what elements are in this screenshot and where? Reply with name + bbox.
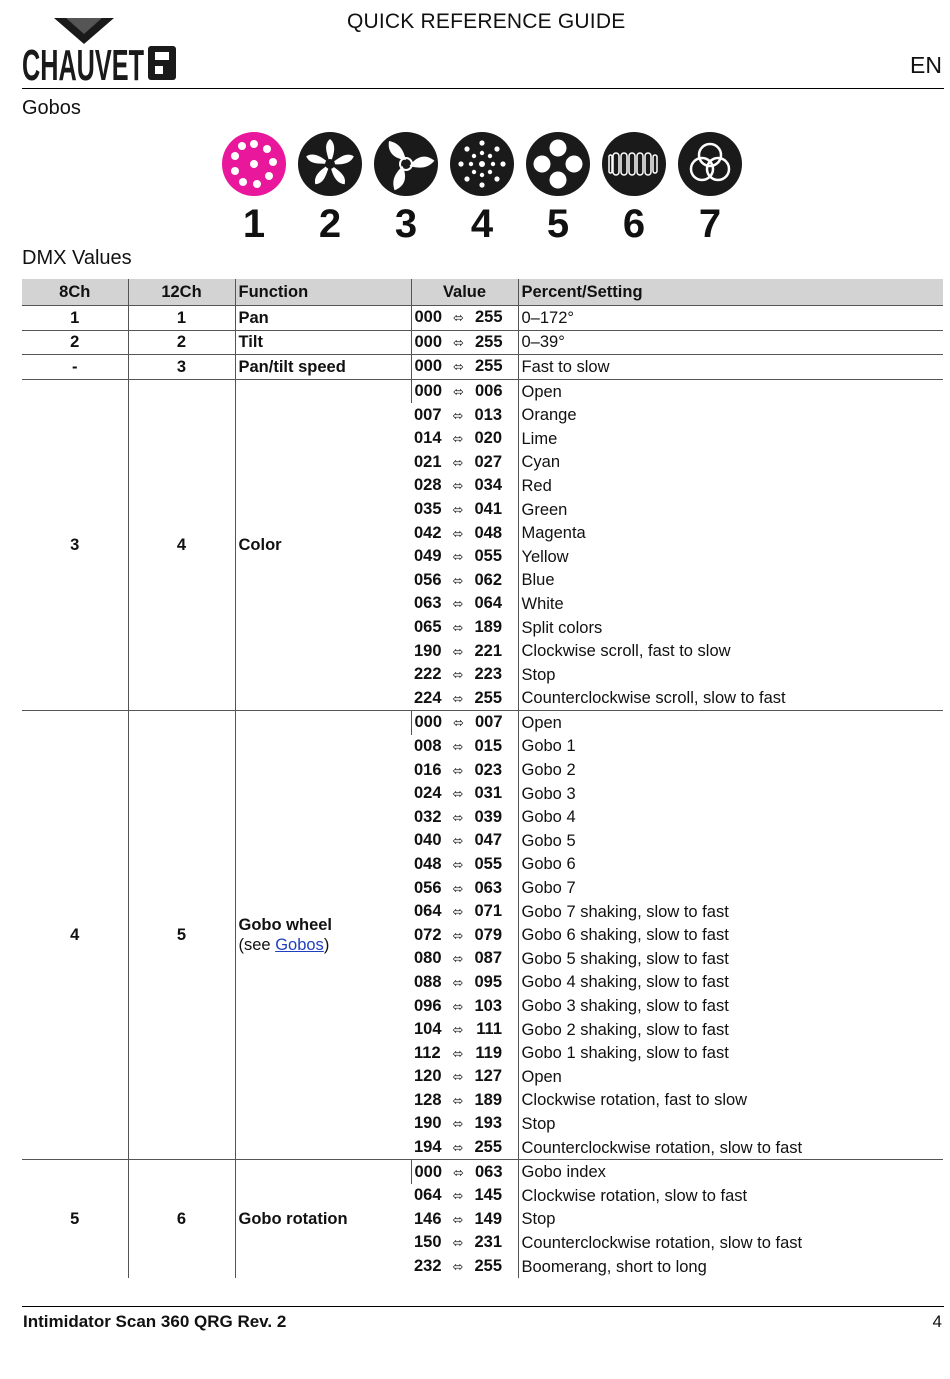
channel-12ch-cell: 4 [128, 379, 235, 710]
value-high: 027 [474, 452, 502, 471]
table-row [22, 306, 943, 331]
value-range-cell [411, 306, 518, 331]
setting-cell: Clockwise rotation, slow to fast [518, 1184, 943, 1208]
value-low: 000 [414, 713, 443, 732]
see-prefix: (see [238, 936, 276, 955]
function-cell [235, 355, 411, 380]
setting-cell: White [518, 592, 943, 616]
range-arrow-icon: ⬄ [453, 334, 464, 350]
range-arrow-icon: ⬄ [452, 596, 464, 612]
value-high: 255 [474, 1257, 502, 1276]
value-low: 000 [414, 308, 443, 327]
gobo-wave-icon [601, 131, 667, 197]
table-row [22, 711, 943, 735]
value-range-cell [411, 1160, 518, 1184]
setting-cell: Gobo 4 shaking, slow to fast [518, 971, 943, 995]
value-low: 042 [414, 523, 442, 542]
range-arrow-icon: ⬄ [452, 927, 464, 943]
range-arrow-icon: ⬄ [452, 786, 464, 802]
value-high: 062 [474, 570, 502, 589]
value-high: 079 [474, 925, 502, 944]
value-range-cell [411, 994, 518, 1018]
value-low: 063 [414, 594, 442, 613]
setting-cell: Lime [518, 427, 943, 451]
value-low: 028 [414, 476, 442, 495]
range-arrow-icon: ⬄ [452, 690, 464, 706]
range-arrow-icon: ⬄ [452, 856, 464, 872]
setting-cell: Gobo 6 shaking, slow to fast [518, 923, 943, 947]
gobo-number: 7 [698, 202, 722, 246]
value-low: 040 [414, 831, 442, 850]
range-arrow-icon: ⬄ [452, 974, 464, 990]
value-low: 024 [414, 784, 442, 803]
table-header-row [22, 279, 943, 306]
function-name: Gobo rotation [238, 1210, 348, 1229]
value-high: 149 [474, 1209, 502, 1228]
value-high: 031 [474, 784, 502, 803]
setting-cell: Gobo 3 shaking, slow to fast [518, 994, 943, 1018]
setting-cell: Gobo 5 shaking, slow to fast [518, 947, 943, 971]
gobo-swirl-icon [373, 131, 439, 197]
value-high: 020 [474, 429, 502, 448]
value-range-cell [411, 923, 518, 947]
gobo-6 [601, 131, 667, 245]
column-header-8ch: 8Ch [22, 279, 128, 306]
value-range-cell [411, 971, 518, 995]
value-range-cell [411, 711, 518, 735]
value-low: 222 [414, 665, 442, 684]
function-cell [235, 379, 411, 710]
value-high: 103 [474, 996, 502, 1015]
value-range-cell [411, 782, 518, 806]
gobo-1 [221, 131, 287, 245]
range-arrow-icon: ⬄ [452, 1069, 464, 1085]
value-high: 221 [474, 641, 502, 660]
channel-12ch-cell: 1 [128, 306, 235, 331]
setting-cell: Green [518, 498, 943, 522]
setting-cell: Fast to slow [518, 355, 943, 380]
value-low: 232 [414, 1257, 442, 1276]
value-high: 127 [474, 1067, 502, 1086]
setting-cell: Stop [518, 663, 943, 687]
range-arrow-icon: ⬄ [452, 454, 464, 470]
gobo-number: 2 [318, 202, 342, 246]
page-number: 4 [932, 1312, 942, 1331]
value-range-cell [411, 521, 518, 545]
value-low: 008 [414, 736, 442, 755]
document-title: QUICK REFERENCE GUIDE [347, 10, 626, 33]
range-arrow-icon: ⬄ [453, 359, 464, 375]
setting-cell: Yellow [518, 545, 943, 569]
gobo-number: 5 [546, 202, 570, 246]
setting-cell: Magenta [518, 521, 943, 545]
value-low: 016 [414, 760, 442, 779]
function-cell [235, 330, 411, 355]
range-arrow-icon: ⬄ [452, 667, 464, 683]
value-range-cell [411, 1041, 518, 1065]
value-high: 064 [474, 594, 502, 613]
range-arrow-icon: ⬄ [453, 715, 464, 731]
value-high: 023 [474, 760, 502, 779]
value-range-cell [411, 663, 518, 687]
range-arrow-icon: ⬄ [452, 502, 464, 518]
value-low: 056 [414, 570, 442, 589]
setting-cell: 0–39° [518, 330, 943, 355]
value-high: 071 [474, 902, 502, 921]
channel-8ch-cell: 5 [22, 1160, 128, 1278]
value-range-cell [411, 403, 518, 427]
value-high: 193 [474, 1114, 502, 1133]
setting-cell: Gobo 1 [518, 735, 943, 759]
value-high: 223 [474, 665, 502, 684]
range-arrow-icon: ⬄ [452, 1235, 464, 1251]
function-cell [235, 1160, 411, 1278]
value-high: 041 [474, 500, 502, 519]
value-range-cell [411, 853, 518, 877]
channel-8ch-cell: 2 [22, 330, 128, 355]
value-high: 034 [474, 476, 502, 495]
dmx-values-table [22, 279, 943, 1278]
value-low: 032 [414, 807, 442, 826]
value-range-cell [411, 616, 518, 640]
value-high: 189 [474, 618, 502, 637]
value-high: 013 [474, 405, 502, 424]
range-arrow-icon: ⬄ [452, 738, 464, 754]
value-range-cell [411, 1255, 518, 1279]
column-header-12ch: 12Ch [128, 279, 235, 306]
page-footer [22, 1306, 944, 1331]
range-arrow-icon: ⬄ [452, 904, 464, 920]
setting-cell: Orange [518, 403, 943, 427]
value-high: 255 [474, 308, 503, 327]
value-low: 000 [414, 382, 443, 401]
range-arrow-icon: ⬄ [453, 384, 464, 400]
value-range-cell [411, 900, 518, 924]
range-arrow-icon: ⬄ [452, 880, 464, 896]
range-arrow-icon: ⬄ [452, 809, 464, 825]
range-arrow-icon: ⬄ [452, 998, 464, 1014]
value-range-cell [411, 1208, 518, 1232]
setting-cell: Boomerang, short to long [518, 1255, 943, 1279]
range-arrow-icon: ⬄ [452, 762, 464, 778]
table-row [22, 355, 943, 380]
gobo-3 [373, 131, 439, 245]
value-range-cell [411, 1089, 518, 1113]
dmx-section-title: DMX Values [22, 247, 132, 269]
chauvet-dj-logo [22, 14, 182, 90]
value-low: 088 [414, 972, 442, 991]
range-arrow-icon: ⬄ [452, 1140, 464, 1156]
value-high: 015 [474, 736, 502, 755]
value-range-cell [411, 1018, 518, 1042]
value-range-cell [411, 639, 518, 663]
value-high: 063 [474, 1162, 503, 1181]
channel-12ch-cell: 3 [128, 355, 235, 380]
setting-cell: Gobo index [518, 1160, 943, 1184]
svg-text:CHAUVET: CHAUVET [22, 41, 145, 90]
setting-cell: Gobo 1 shaking, slow to fast [518, 1041, 943, 1065]
value-high: 255 [474, 332, 503, 351]
value-range-cell [411, 735, 518, 759]
gobo-7 [677, 131, 743, 245]
see-suffix: ) [323, 936, 330, 955]
value-range-cell [411, 451, 518, 475]
gobo-pinwheel-icon [297, 131, 363, 197]
value-range-cell [411, 427, 518, 451]
channel-8ch-cell: 1 [22, 306, 128, 331]
setting-cell: Gobo 3 [518, 782, 943, 806]
setting-cell: Counterclockwise rotation, slow to fast [518, 1231, 943, 1255]
setting-cell: Gobo 2 shaking, slow to fast [518, 1018, 943, 1042]
value-low: 080 [414, 949, 442, 968]
value-range-cell [411, 569, 518, 593]
value-high: 255 [474, 1138, 502, 1157]
function-cell [235, 306, 411, 331]
value-high: 039 [474, 807, 502, 826]
value-high: 063 [474, 878, 502, 897]
value-low: 194 [414, 1138, 442, 1157]
gobo-4 [449, 131, 515, 245]
value-low: 065 [414, 618, 442, 637]
value-low: 190 [414, 1114, 442, 1133]
gobo-5 [525, 131, 591, 245]
setting-cell: Counterclockwise scroll, slow to fast [518, 687, 943, 711]
value-low: 048 [414, 854, 442, 873]
setting-cell: Gobo 6 [518, 853, 943, 877]
value-low: 064 [414, 902, 442, 921]
value-low: 056 [414, 878, 442, 897]
range-arrow-icon: ⬄ [452, 643, 464, 659]
gobo-number: 6 [622, 202, 646, 246]
value-low: 072 [414, 925, 442, 944]
value-high: 048 [474, 523, 502, 542]
setting-cell: Counterclockwise rotation, slow to fast [518, 1136, 943, 1160]
channel-8ch-cell: 3 [22, 379, 128, 710]
value-high: 095 [474, 972, 502, 991]
column-header-function: Function [235, 279, 411, 306]
value-high: 189 [474, 1090, 502, 1109]
value-range-cell [411, 758, 518, 782]
value-low: 104 [414, 1020, 442, 1039]
value-range-cell [411, 498, 518, 522]
gobo-four-circles-icon [525, 131, 591, 197]
range-arrow-icon: ⬄ [452, 572, 464, 588]
value-range-cell [411, 592, 518, 616]
gobos-section-title: Gobos [22, 97, 81, 119]
value-low: 190 [414, 641, 442, 660]
value-low: 014 [414, 429, 442, 448]
function-name: Pan/tilt speed [238, 357, 346, 376]
range-arrow-icon: ⬄ [452, 1116, 464, 1132]
value-low: 000 [414, 1162, 443, 1181]
table-row [22, 379, 943, 403]
range-arrow-icon: ⬄ [453, 1164, 464, 1180]
setting-cell: Red [518, 474, 943, 498]
setting-cell: Stop [518, 1112, 943, 1136]
gobo-starburst-dots-icon [449, 131, 515, 197]
value-range-cell [411, 1112, 518, 1136]
function-name: Pan [238, 308, 269, 327]
value-range-cell [411, 330, 518, 355]
range-arrow-icon: ⬄ [452, 1045, 464, 1061]
value-high: 111 [476, 1020, 502, 1039]
value-low: 128 [414, 1090, 442, 1109]
value-range-cell [411, 1136, 518, 1160]
channel-12ch-cell: 5 [128, 711, 235, 1160]
value-range-cell [411, 1065, 518, 1089]
setting-cell: Gobo 7 [518, 876, 943, 900]
range-arrow-icon: ⬄ [452, 1092, 464, 1108]
setting-cell: Gobo 7 shaking, slow to fast [518, 900, 943, 924]
range-arrow-icon: ⬄ [452, 1259, 464, 1275]
setting-cell: Open [518, 379, 943, 403]
setting-cell: Cyan [518, 451, 943, 475]
function-name: Color [238, 535, 282, 554]
setting-cell: Clockwise scroll, fast to slow [518, 639, 943, 663]
range-arrow-icon: ⬄ [452, 1022, 464, 1038]
gobo-number: 3 [394, 202, 418, 246]
value-low: 035 [414, 500, 442, 519]
value-low: 224 [414, 688, 442, 707]
setting-cell: Gobo 5 [518, 829, 943, 853]
column-header-value: Value [411, 279, 518, 306]
value-range-cell [411, 1184, 518, 1208]
channel-12ch-cell: 6 [128, 1160, 235, 1278]
value-range-cell [411, 545, 518, 569]
gobos-link[interactable]: Gobos [275, 936, 324, 955]
gobo-triple-rings-icon [677, 131, 743, 197]
setting-cell: Split colors [518, 616, 943, 640]
setting-cell: Stop [518, 1208, 943, 1232]
range-arrow-icon: ⬄ [452, 620, 464, 636]
value-range-cell [411, 687, 518, 711]
setting-cell: Open [518, 711, 943, 735]
range-arrow-icon: ⬄ [452, 431, 464, 447]
value-high: 119 [475, 1043, 502, 1062]
value-high: 087 [474, 949, 502, 968]
value-high: 047 [474, 831, 502, 850]
channel-8ch-cell: 4 [22, 711, 128, 1160]
gobo-images-row [221, 131, 751, 249]
function-name: Gobo wheel [238, 916, 333, 935]
column-header-setting: Percent/Setting [518, 279, 943, 306]
value-high: 255 [474, 357, 503, 376]
see-reference [239, 936, 330, 954]
function-name: Tilt [238, 333, 263, 352]
setting-cell: Blue [518, 569, 943, 593]
range-arrow-icon: ⬄ [452, 407, 464, 423]
value-range-cell [411, 379, 518, 403]
value-low: 007 [414, 405, 442, 424]
table-row [22, 330, 943, 355]
function-cell [235, 711, 411, 1160]
page-header [22, 0, 944, 89]
value-high: 055 [474, 547, 502, 566]
value-low: 064 [414, 1186, 442, 1205]
value-high: 231 [474, 1233, 502, 1252]
value-high: 255 [474, 688, 502, 707]
range-arrow-icon: ⬄ [452, 1188, 464, 1204]
value-high: 007 [474, 713, 503, 732]
value-low: 112 [414, 1043, 441, 1062]
value-low: 150 [414, 1233, 442, 1252]
value-low: 096 [414, 996, 442, 1015]
value-range-cell [411, 947, 518, 971]
channel-12ch-cell: 2 [128, 330, 235, 355]
value-low: 000 [414, 332, 443, 351]
range-arrow-icon: ⬄ [452, 525, 464, 541]
setting-cell: Gobo 2 [518, 758, 943, 782]
gobo-2 [297, 131, 363, 245]
setting-cell: 0–172° [518, 306, 943, 331]
language-code: EN [910, 52, 942, 78]
setting-cell: Open [518, 1065, 943, 1089]
value-range-cell [411, 876, 518, 900]
setting-cell: Clockwise rotation, fast to slow [518, 1089, 943, 1113]
value-high: 145 [474, 1186, 502, 1205]
table-row [22, 1160, 943, 1184]
footer-document-name: Intimidator Scan 360 QRG Rev. 2 [23, 1312, 287, 1331]
range-arrow-icon: ⬄ [452, 1211, 464, 1227]
range-arrow-icon: ⬄ [452, 951, 464, 967]
range-arrow-icon: ⬄ [452, 833, 464, 849]
value-range-cell [411, 805, 518, 829]
value-range-cell [411, 355, 518, 380]
value-low: 049 [414, 547, 442, 566]
value-low: 120 [414, 1067, 442, 1086]
value-low: 146 [414, 1209, 442, 1228]
setting-cell: Gobo 4 [518, 805, 943, 829]
channel-8ch-cell: - [22, 355, 128, 380]
gobo-number: 1 [242, 202, 266, 246]
gobo-number: 4 [470, 202, 494, 246]
range-arrow-icon: ⬄ [453, 310, 464, 326]
range-arrow-icon: ⬄ [452, 549, 464, 565]
value-low: 000 [414, 357, 443, 376]
value-low: 021 [414, 452, 442, 471]
gobo-dots-ring-icon [221, 131, 287, 197]
value-range-cell [411, 1231, 518, 1255]
range-arrow-icon: ⬄ [452, 478, 464, 494]
value-range-cell [411, 474, 518, 498]
value-range-cell [411, 829, 518, 853]
value-high: 055 [474, 854, 502, 873]
value-high: 006 [474, 382, 503, 401]
